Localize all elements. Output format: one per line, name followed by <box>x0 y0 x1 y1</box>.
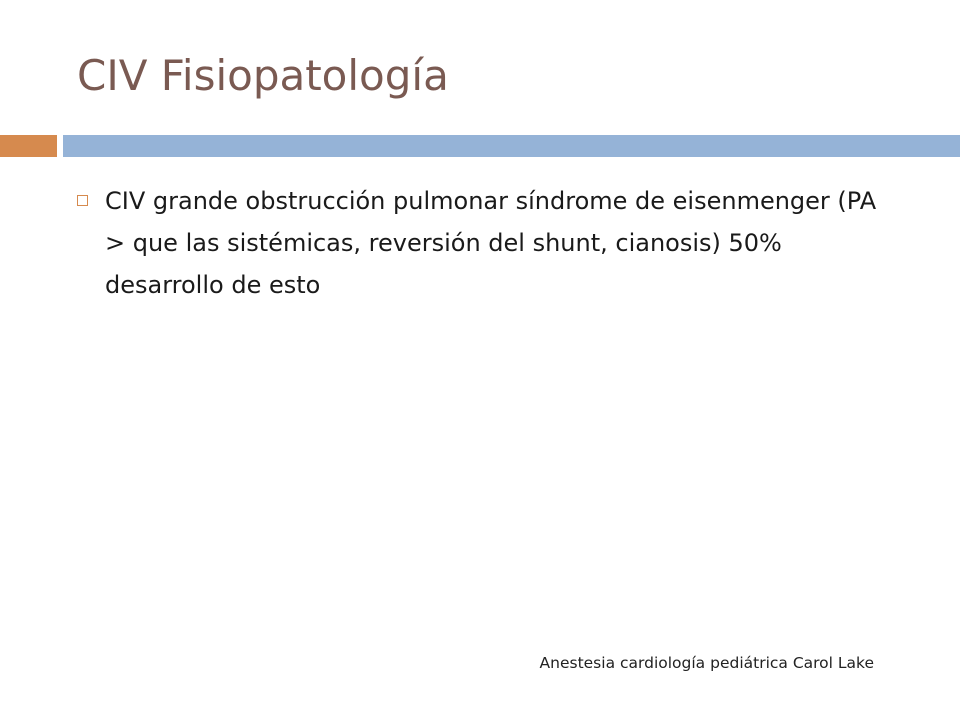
square-bullet-icon <box>77 195 88 206</box>
bullet-text: CIV grande obstrucción pulmonar síndrome de eisenmenger (PA > que las sistémicas, reversión del shunt, cianosis) 50% desarrollo de esto <box>105 187 877 299</box>
slide-title: CIV Fisiopatología <box>77 51 449 100</box>
slide-footer: Anestesia cardiología pediátrica Carol Lake <box>539 654 874 672</box>
slide-body <box>77 180 897 306</box>
title-rule-bar <box>63 135 960 157</box>
title-rule-accent <box>0 135 57 157</box>
bullet-item <box>77 180 897 306</box>
